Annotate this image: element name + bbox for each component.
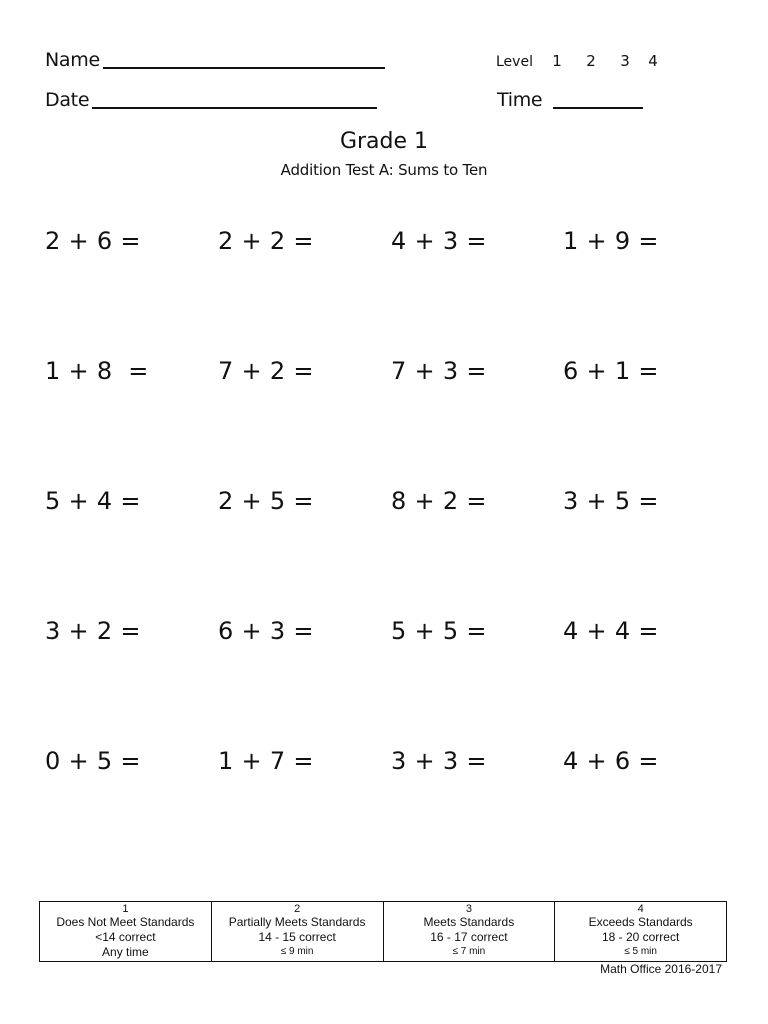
level-label: Level [496,54,533,70]
page-subtitle: Addition Test A: Sums to Ten [280,161,488,179]
date-blank[interactable] [92,107,377,109]
problem-2-3: 7 + 3 = [391,357,487,385]
rubric-level-number: 2 [294,903,301,915]
rubric-level-label: Meets Standards [423,915,515,929]
scoring-rubric-table [39,901,727,962]
problem-3-2: 2 + 5 = [218,487,314,515]
problem-1-3: 4 + 3 = [391,227,487,255]
page-title: Grade 1 [339,129,429,154]
problem-1-4: 1 + 9 = [563,227,659,255]
problem-3-1: 5 + 4 = [45,487,141,515]
rubric-cell-level-2 [211,902,383,962]
problem-1-1: 2 + 6 = [45,227,141,255]
problem-5-2: 1 + 7 = [218,747,314,775]
rubric-cell-level-1 [40,902,212,962]
level-option-4[interactable]: 4 [648,52,658,70]
rubric-cell-level-3 [383,902,555,962]
problem-2-1: 1 + 8 = [45,357,149,385]
problem-5-1: 0 + 5 = [45,747,141,775]
level-option-2[interactable]: 2 [586,52,596,70]
rubric-cell-level-4 [555,902,727,962]
date-label: Date [45,89,90,111]
problem-5-3: 3 + 3 = [391,747,487,775]
time-label: Time [497,89,543,111]
level-option-1[interactable]: 1 [552,52,562,70]
problem-3-3: 8 + 2 = [391,487,487,515]
rubric-level-number: 4 [637,903,644,915]
rubric-correct-range: 14 - 15 correct [258,930,336,944]
problem-3-4: 3 + 5 = [563,487,659,515]
rubric-level-label: Partially Meets Standards [228,915,366,929]
rubric-level-label: Exceeds Standards [588,915,693,929]
rubric-level-number: 1 [122,903,129,915]
problem-4-1: 3 + 2 = [45,617,141,645]
rubric-row [40,902,727,962]
problem-5-4: 4 + 6 = [563,747,659,775]
rubric-time-limit: Any time [102,945,149,959]
rubric-correct-range: 16 - 17 correct [430,930,508,944]
name-blank[interactable] [103,67,385,69]
level-option-3[interactable]: 3 [620,52,630,70]
problem-4-3: 5 + 5 = [391,617,487,645]
rubric-correct-range: 18 - 20 correct [601,930,680,944]
rubric-time-limit: ≤ 9 min [280,946,314,957]
name-label: Name [45,49,100,71]
problem-1-2: 2 + 2 = [218,227,314,255]
problem-4-4: 4 + 4 = [563,617,659,645]
footer-credit: Math Office 2016-2017 [600,962,722,976]
rubric-level-label: Does Not Meet Standards [56,915,195,929]
rubric-correct-range: <14 correct [95,930,156,944]
problem-4-2: 6 + 3 = [218,617,314,645]
problem-2-4: 6 + 1 = [563,357,659,385]
rubric-time-limit: ≤ 5 min [624,946,657,957]
rubric-level-number: 3 [465,903,472,915]
rubric-time-limit: ≤ 7 min [452,946,486,957]
problem-2-2: 7 + 2 = [218,357,314,385]
time-blank[interactable] [553,107,643,109]
